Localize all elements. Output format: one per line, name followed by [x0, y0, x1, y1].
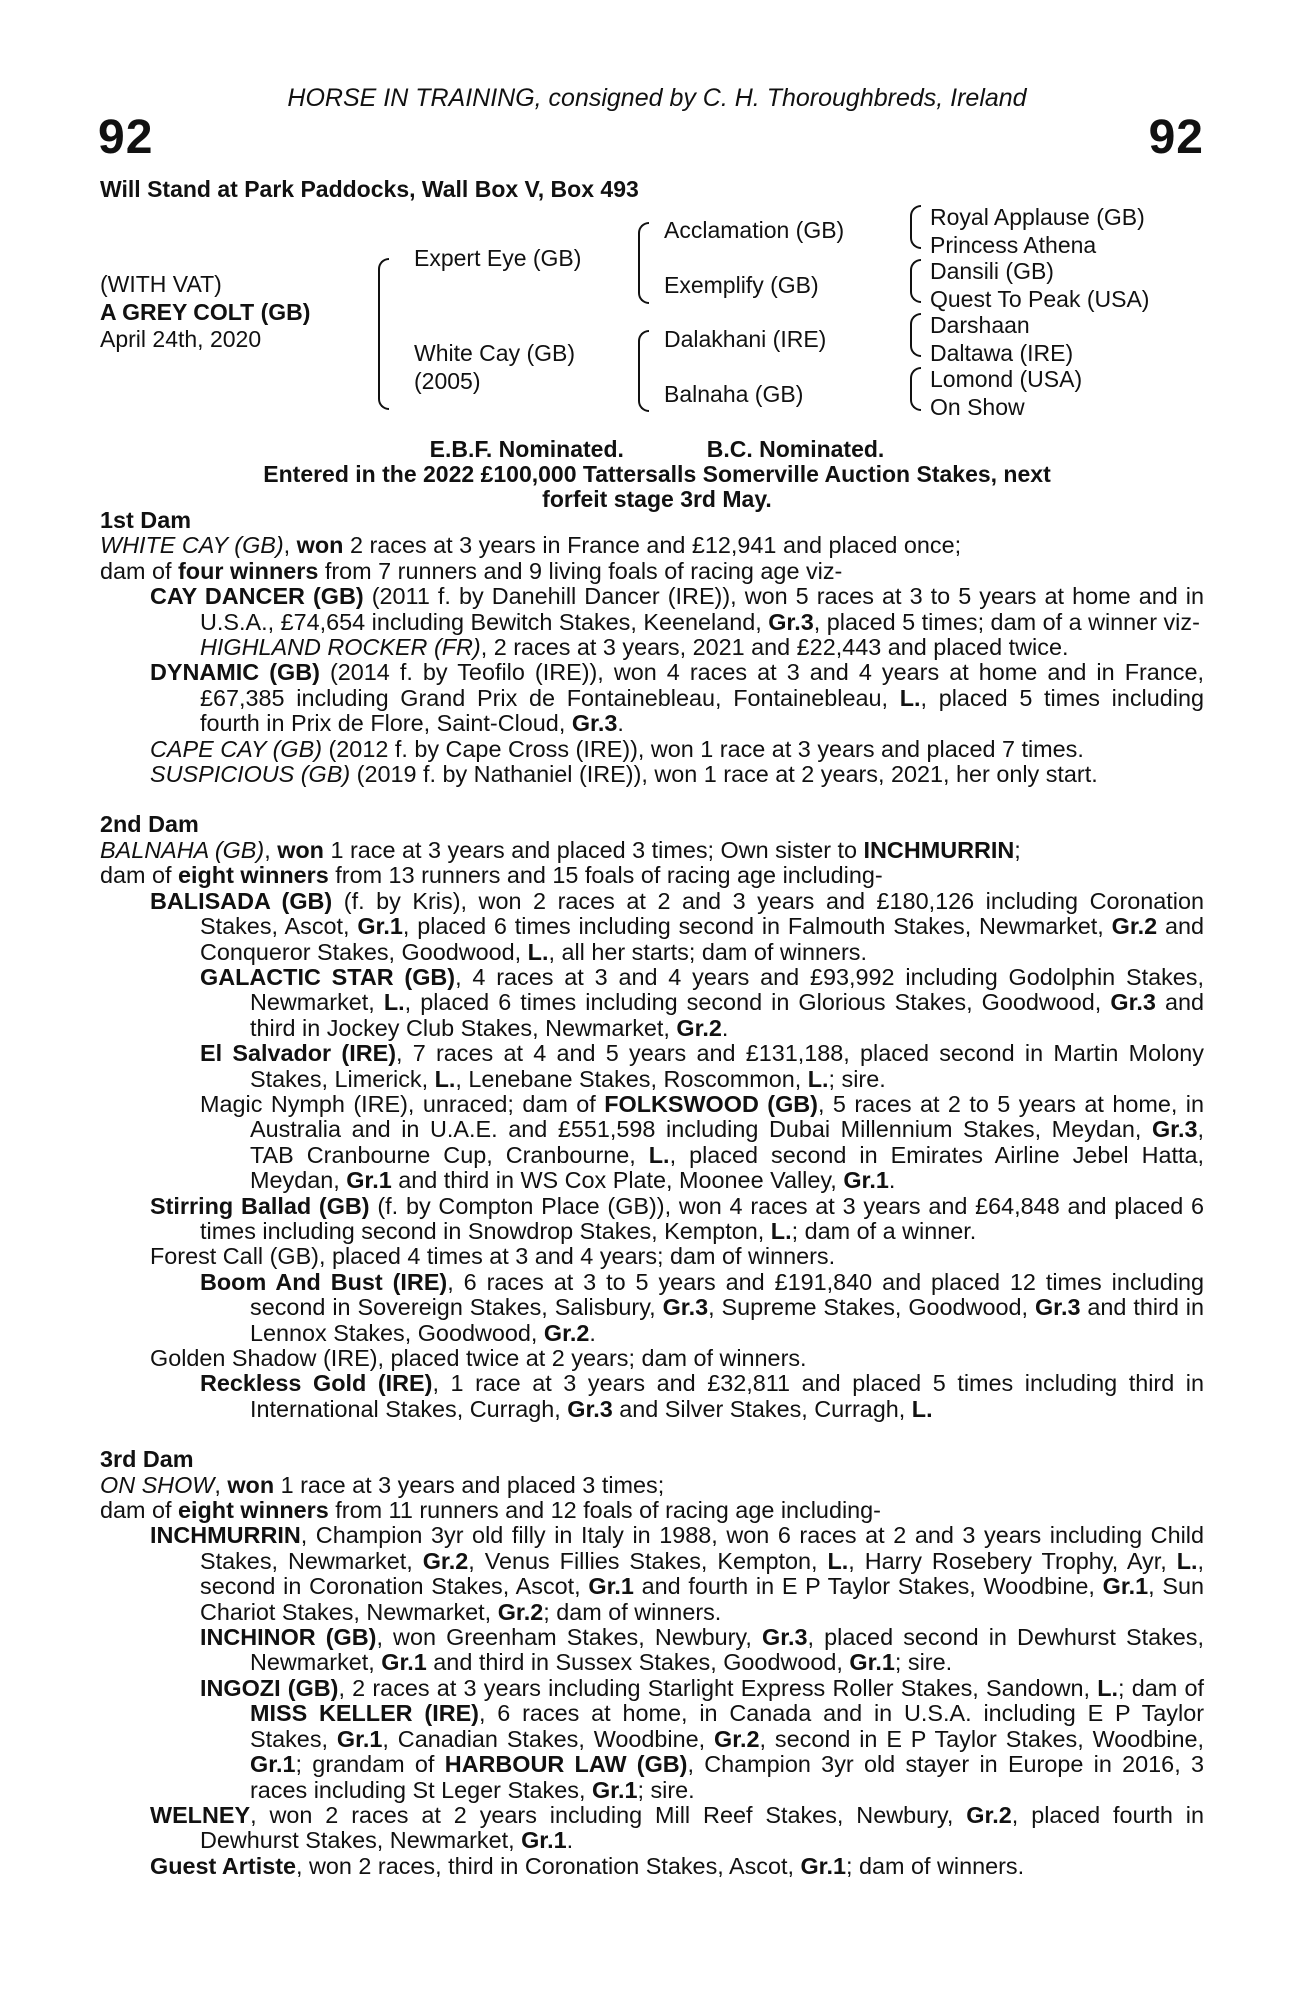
first-dam-summary: dam of four winners from 7 runners and 9 living foals of racing age viz-	[100, 557, 843, 584]
pedigree-dsd: Daltawa (IRE)	[930, 340, 1074, 366]
pedigree-dss: Darshaan	[930, 312, 1030, 338]
produce-entry: Magic Nymph (IRE), unraced; dam of FOLKSWOOD (GB), 5 races at 2 to 5 years at home, in Australia and in U.A.E. and £551,598 including Dubai Millennium Stakes, Meydan, Gr.3, TAB Cranbourne Cup, Cranbourne, L., placed second in Emirates Airline Jebel Hatta, Meydan, Gr.1 and third in WS Cox Plate, Moonee Valley, Gr.1.	[200, 1090, 1204, 1194]
pedigree-sire-dam: Exemplify (GB)	[664, 272, 819, 298]
pedigree-sire: Expert Eye (GB)	[414, 245, 582, 271]
first-dam-heading: 1st Dam	[100, 507, 192, 533]
produce-entry: CAPE CAY (GB) (2012 f. by Cape Cross (IRE)), won 1 race at 3 years and placed 7 times.	[150, 735, 1084, 762]
pedigree-sss: Royal Applause (GB)	[930, 204, 1145, 230]
pedigree-dam-sire: Dalakhani (IRE)	[664, 326, 827, 352]
produce-entry: BALISADA (GB) (f. by Kris), won 2 races at 2 and 3 years and £180,126 including Coronation Stakes, Ascot, Gr.1, placed 6 times including second in Falmouth Stakes, Newmarket, Gr.2 and Conqueror Stakes, Goodwood, L., all her starts; dam of winners.	[150, 887, 1204, 965]
pedigree-sds: Dansili (GB)	[930, 258, 1054, 284]
produce-entry: WELNEY, won 2 races at 2 years including Mill Reef Stakes, Newbury, Gr.2, placed fourth in Dewhurst Stakes, Newmarket, Gr.1.	[150, 1801, 1204, 1854]
pedigree-sdd: Quest To Peak (USA)	[930, 286, 1150, 312]
produce-entry: INGOZI (GB), 2 races at 3 years including Starlight Express Roller Stakes, Sandown, L.; dam of MISS KELLER (IRE), 6 races at home, in Canada and in U.S.A. including E P Taylor Stakes, Gr.1, Canadian Stakes, Woodbine, Gr.2, second in E P Taylor Stakes, Woodbine, Gr.1; grandam of HARBOUR LAW (GB), Champion 3yr old stayer in Europe in 2016, 3 races including St Leger Stakes, Gr.1; sire.	[200, 1674, 1205, 1803]
pedigree-bracket	[910, 205, 921, 249]
pedigree-bracket	[910, 313, 921, 357]
produce-entry: Reckless Gold (IRE), 1 race at 3 years and £32,811 and placed 5 times including third in International Stakes, Curragh, Gr.3 and Silver Stakes, Curragh, L.	[200, 1370, 1205, 1422]
produce-entry: SUSPICIOUS (GB) (2019 f. by Nathaniel (IRE)), won 1 race at 2 years, 2021, her only start.	[150, 761, 1098, 788]
pedigree-dam-dam: Balnaha (GB)	[664, 381, 804, 407]
lot-number-left: 92	[98, 111, 154, 164]
produce-entry: INCHMURRIN, Champion 3yr old filly in Italy in 1988, won 6 races at 2 and 3 years including Child Stakes, Newmarket, Gr.2, Venus Fillies Stakes, Kempton, L., Harry Rosebery Trophy, Ayr, L., second in Coronation Stakes, Ascot, Gr.1 and fourth in E P Taylor Stakes, Woodbine, Gr.1, Sun Chariot Stakes, Newmarket, Gr.2; dam of winners.	[150, 1522, 1205, 1625]
pedigree-dds: Lomond (USA)	[930, 366, 1083, 392]
catalogue-header: HORSE IN TRAINING, consigned by C. H. Thoroughbreds, Ireland	[287, 84, 1027, 112]
third-dam-summary: dam of eight winners from 11 runners and 12 foals of racing age including-	[100, 1497, 881, 1524]
produce-entry: Stirring Ballad (GB) (f. by Compton Place (GB)), won 4 races at 3 years and £64,848 and placed 6 times including second in Snowdrop Stakes, Kempton, L.; dam of a winner.	[150, 1192, 1205, 1244]
pedigree-dam-year: (2005)	[414, 368, 481, 394]
stand-location: Will Stand at Park Paddocks, Wall Box V, Box 493	[100, 176, 639, 202]
pedigree-ssd: Princess Athena	[930, 232, 1097, 258]
produce-entry: DYNAMIC (GB) (2014 f. by Teofilo (IRE)), won 4 races at 3 and 4 years at home and in France, £67,385 including Grand Prix de Fontainebleau, Fontainebleau, L., placed 5 times including fourth in Prix de Flore, Saint-Cloud, Gr.3.	[150, 659, 1204, 737]
produce-entry: El Salvador (IRE), 7 races at 4 and 5 years and £131,188, placed second in Martin Molony Stakes, Limerick, L., Lenebane Stakes, Roscommon, L.; sire.	[200, 1040, 1204, 1092]
produce-entry: GALACTIC STAR (GB), 4 races at 3 and 4 years and £93,992 including Godolphin Stakes, Newmarket, L., placed 6 times including second in Glorious Stakes, Goodwood, Gr.3 and third in Jockey Club Stakes, Newmarket, Gr.2.	[200, 963, 1205, 1041]
bc-nomination: B.C. Nominated.	[706, 436, 885, 462]
first-dam-line: WHITE CAY (GB), won 2 races at 3 years in France and £12,941 and placed once;	[100, 532, 962, 559]
second-dam-summary: dam of eight winners from 13 runners and 15 foals of racing age including-	[100, 862, 883, 889]
produce-entry: INCHINOR (GB), won Greenham Stakes, Newbury, Gr.3, placed second in Dewhurst Stakes, Newmarket, Gr.1 and third in Sussex Stakes, Goodwood, Gr.1; sire.	[200, 1624, 1204, 1676]
pedigree-bracket	[638, 330, 649, 412]
pedigree-bracket	[378, 258, 389, 410]
produce-entry: Guest Artiste, won 2 races, third in Coronation Stakes, Ascot, Gr.1; dam of winners.	[150, 1852, 1025, 1879]
produce-entry: Forest Call (GB), placed 4 times at 3 and 4 years; dam of winners.	[150, 1243, 836, 1270]
dam-name: WHITE CAY (GB)	[100, 532, 284, 559]
third-dam-heading: 3rd Dam	[100, 1446, 194, 1473]
lot-number-right: 92	[1148, 111, 1204, 164]
produce-entry: HIGHLAND ROCKER (FR), 2 races at 3 years, 2021 and £22,443 and placed twice.	[200, 634, 1069, 661]
entry-note-1: Entered in the 2022 £100,000 Tattersalls Somerville Auction Stakes, next	[263, 461, 1051, 487]
produce-entry: Boom And Bust (IRE), 6 races at 3 to 5 years and £191,840 and placed 12 times including second in Sovereign Stakes, Salisbury, Gr.3, Supreme Stakes, Goodwood, Gr.3 and third in Lennox Stakes, Goodwood, Gr.2.	[200, 1268, 1204, 1346]
ebf-nomination: E.B.F. Nominated.	[429, 436, 624, 462]
pedigree-sire-sire: Acclamation (GB)	[664, 217, 845, 243]
produce-entry: Golden Shadow (IRE), placed twice at 2 years; dam of winners.	[150, 1345, 807, 1371]
second-dam-heading: 2nd Dam	[100, 811, 199, 838]
entry-note-2: forfeit stage 3rd May.	[542, 486, 772, 512]
pedigree-bracket	[910, 259, 921, 303]
foaling-date: April 24th, 2020	[100, 326, 262, 352]
pedigree-dam: White Cay (GB)	[414, 340, 576, 366]
produce-entry: CAY DANCER (GB) (2011 f. by Danehill Dancer (IRE)), won 5 races at 3 to 5 years at home and in U.S.A., £74,654 including Bewitch Stakes, Keeneland, Gr.3, placed 5 times; dam of a winner viz-	[150, 583, 1204, 635]
second-dam-line: BALNAHA (GB), won 1 race at 3 years and placed 3 times; Own sister to INCHMURRIN;	[100, 836, 1021, 863]
pedigree-bracket	[638, 222, 649, 304]
pedigree-bracket	[910, 367, 921, 411]
pedigree-ddd: On Show	[930, 394, 1025, 420]
horse-name: A GREY COLT (GB)	[100, 299, 311, 325]
nominations	[0, 436, 1314, 463]
produce-record	[100, 508, 1204, 1879]
vat-note: (WITH VAT)	[100, 271, 222, 297]
third-dam-line: ON SHOW, won 1 race at 3 years and placed 3 times;	[100, 1471, 665, 1498]
